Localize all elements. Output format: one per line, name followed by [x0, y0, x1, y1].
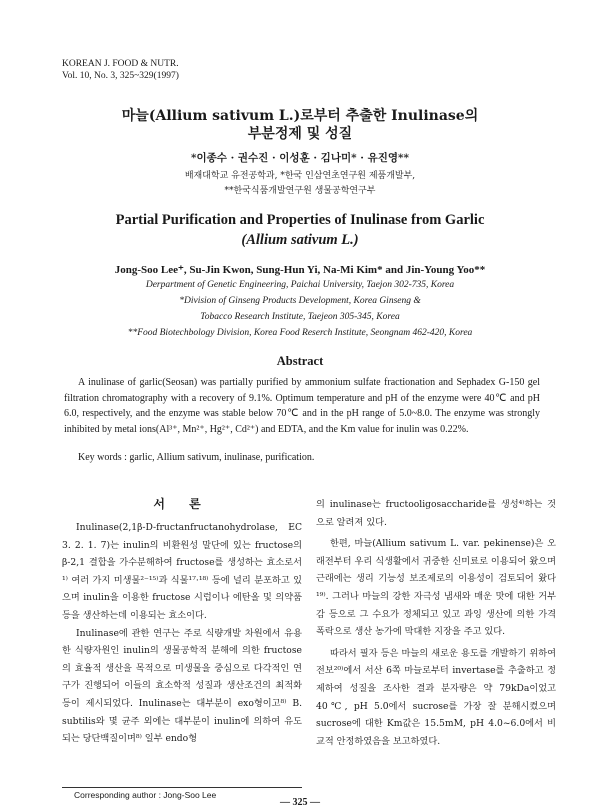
english-title-line1: Partial Purification and Properties of Inulinase from Garlic — [115, 212, 485, 228]
english-affiliation-3: Tobacco Research Institute, Taejeon 305-345, Korea — [200, 312, 400, 322]
korean-affiliation-1: 배재대학교 유전공학과, *한국 인삼연초연구원 제품개발부, — [184, 171, 416, 181]
page-number: — 325 — — [280, 797, 320, 808]
left-column — [62, 519, 302, 748]
english-title-line2: (Allium sativum L.) — [241, 232, 359, 248]
right-paragraph-2: 따라서 필자 등은 마늘의 새로운 용도를 개발하기 위하여 전보²⁰⁾에서 서산 6쪽 마늘로부터 invertase를 추출하고 정제하여 성질을 조사한 결과 분자량은 약 79kDa이었고 40℃, pH 5.0에서 sucrose를 가장 잘 분해시켰으며 sucrose에 대한 Km값은 15.5mM, pH 4.0~6.0에서 비교적 안정하였음을 보고하였다. — [316, 647, 556, 747]
korean-affiliation-2: **한국식품개발연구원 생물공학연구부 — [224, 186, 376, 196]
footnote-divider — [62, 787, 302, 788]
journal-name: KOREAN J. FOOD & NUTR. — [62, 59, 179, 69]
korean-title-line1: 마늘(Allium sativum L.)로부터 추출한 Inulinase의 — [121, 108, 479, 124]
corresponding-author-footnote: Corresponding author : Jong-Soo Lee — [74, 790, 217, 800]
english-affiliation-2: *Division of Ginseng Products Development, Korea Ginseng & — [179, 296, 421, 306]
english-authors: Jong-Soo Lee⁺, Su-Jin Kwon, Sung-Hun Yi, Na-Mi Kim* and Jin-Young Yoo** — [114, 264, 486, 276]
journal-header — [62, 58, 179, 82]
left-paragraph-2: Inulinase에 관한 연구는 주로 식량개발 차원에서 유용한 식량자원인 inulin의 생물공학적 분해에 의한 fructose의 효율적 생산을 목적으로 미생물을 중심으로 다각적인 연구가 진행되어 이들의 효소학적 성질과 생산조건의 최적화 등이 제시되었다. Inulinase는 대부분이 exo형이고⁸⁾ B. subtilis와 몇 균주 외에는 대부분이 inulin에 의하여 유도되는 당단백질이며⁸⁾ 일부 endo형 — [62, 627, 302, 745]
right-paragraph-1: 한편, 마늘(Allium sativum L. var. pekinense)은 오래전부터 우리 식생활에서 귀중한 신미료로 이용되어 왔으며 근래에는 생리 기능성 보조제로의 이용성이 검토되어 왔다¹⁹⁾. 그러나 마늘의 강한 자극성 냄새와 매운 맛에 대한 거부감 등으로 그 수요가 정체되고 있고 과잉 생산에 의한 가격 폭락으로 생산 농가에 막대한 지장을 주고 있다. — [316, 538, 556, 638]
right-column — [316, 496, 556, 750]
journal-volume: Vol. 10, No. 3, 325~329(1997) — [62, 71, 179, 81]
abstract-body: A inulinase of garlic(Seosan) was partially purified by ammonium sulfate fractionation and Sephadex G-150 gel filtration chromatography with a recovery of 9.1%. Optimum temperature and pH of the enzyme were 40℃ and pH 6.0, respectively, and the enzyme was stable below 70℃ and in the pH range of 5.0~8.0. The enzyme was strongly inhibited by metal ions(Al³⁺, Mn²⁺, Hg²⁺, Cd²⁺) and EDTA, and the Km value for inulin was 0.22%. — [64, 377, 540, 435]
english-affiliation-1: Derpartment of Genetic Engineering, Paichai University, Taejon 302-735, Korea — [145, 280, 455, 290]
left-paragraph-1: Inulinase(2,1β-D-fructanfructanohydrolase, EC 3. 2. 1. 7)는 inulin의 비환원성 말단에 있는 fructose의 β-2,1 결합을 가수분해하여 fructose를 생성하는 효소로서¹⁾ 여러 가지 미생물²⁻¹⁵⁾과 식물¹⁷·¹⁸⁾ 등에 널리 분포하고 있으며 inulin을 이용한 fructose 시럽이나 에탄올 및 의약품 등을 생산하는데 이용되는 효소이다. — [62, 522, 302, 621]
abstract-heading: Abstract — [276, 354, 324, 368]
korean-title-line2: 부분정제 및 성질 — [247, 126, 353, 142]
right-paragraph-0: 의 inulinase는 fructooligosaccharide를 생성⁴⁾하는 것으로 알려져 있다. — [316, 499, 556, 528]
korean-authors: *이종수 · 권수진 · 이성훈 · 김나미* · 유진영** — [191, 152, 409, 164]
english-affiliation-4: **Food Biotechbology Division, Korea Food Reserch Institute, Seongnam 462-420, Korea — [127, 328, 473, 338]
section-heading-introduction: 서 론 — [153, 497, 211, 511]
keywords: Key words : garlic, Allium sativum, inulinase, purification. — [78, 452, 315, 463]
